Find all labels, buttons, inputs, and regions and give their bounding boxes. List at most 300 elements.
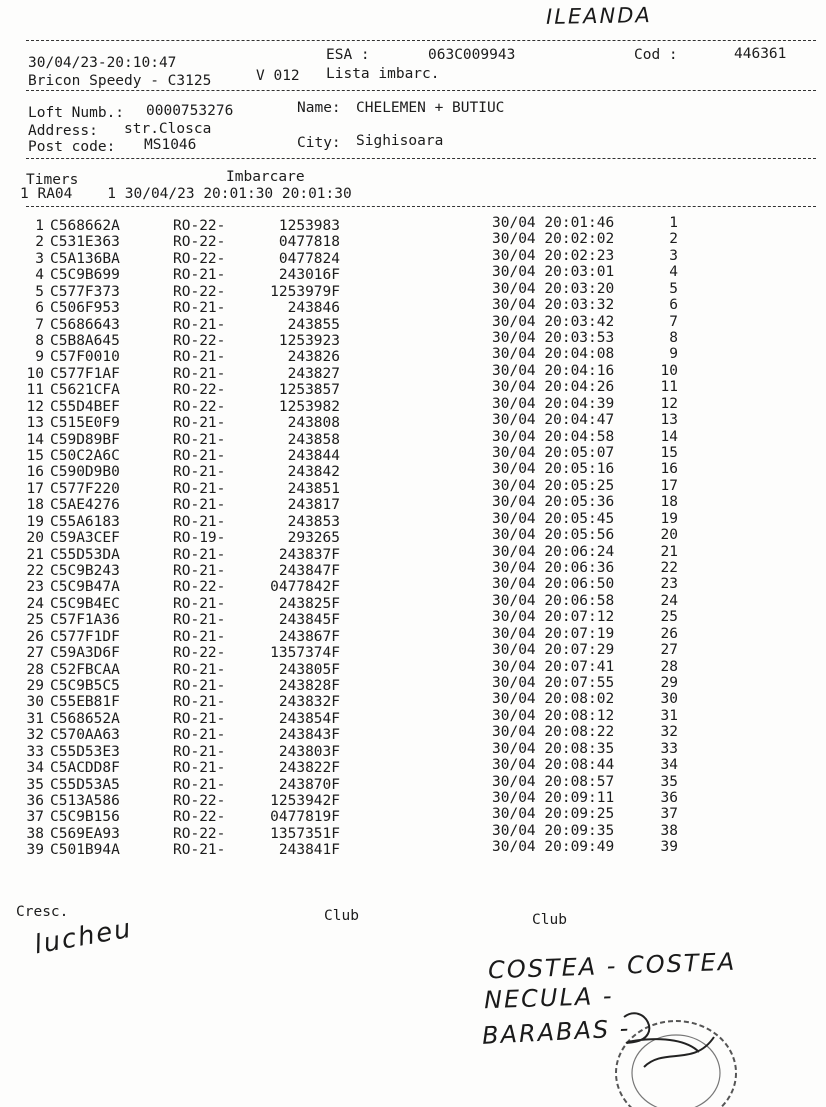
row-number: 36 xyxy=(26,793,44,809)
position-number: 20 xyxy=(660,527,678,543)
arrival-time: 30/04 20:09:25 xyxy=(492,806,615,822)
table-row xyxy=(0,461,826,480)
arrival-time: 30/04 20:03:01 xyxy=(492,264,615,280)
chip-id: C55A6183 xyxy=(50,514,120,530)
chip-id: C59A3D6F xyxy=(50,645,120,661)
ring-number: 1253923 xyxy=(278,333,340,349)
arrival-time: 30/04 20:08:22 xyxy=(492,724,615,740)
position-number: 10 xyxy=(660,363,678,379)
cresc-label: Cresc. xyxy=(16,904,69,920)
chip-id: C577F373 xyxy=(50,284,120,300)
position-number: 8 xyxy=(669,330,678,346)
arrival-time: 30/04 20:09:11 xyxy=(492,790,615,806)
ring-number: 1357351F xyxy=(270,826,340,842)
arrival-time: 30/04 20:07:29 xyxy=(492,642,615,658)
handwritten-top-note: ILEANDA xyxy=(545,3,652,29)
cresc-signature: lucheu xyxy=(32,913,135,961)
ring-country: RO-22- xyxy=(173,826,226,842)
table-row xyxy=(0,659,826,678)
table-row xyxy=(0,248,826,267)
position-number: 37 xyxy=(660,806,678,822)
timers-label: Timers xyxy=(26,172,79,188)
table-row xyxy=(0,839,826,858)
table-row xyxy=(0,379,826,398)
ring-number: 243822F xyxy=(278,760,340,776)
arrival-time: 30/04 20:06:24 xyxy=(492,544,615,560)
ring-country: RO-22- xyxy=(173,645,226,661)
ring-number: 243016F xyxy=(278,267,340,283)
name-label: Name: xyxy=(297,100,341,116)
divider xyxy=(26,206,816,207)
arrival-time: 30/04 20:05:07 xyxy=(492,445,615,461)
position-number: 7 xyxy=(669,314,678,330)
table-row xyxy=(0,774,826,793)
header-datetime: 30/04/23-20:10:47 xyxy=(28,55,177,71)
position-number: 29 xyxy=(660,675,678,691)
row-number: 35 xyxy=(26,777,44,793)
ring-country: RO-21- xyxy=(173,760,226,776)
row-number: 28 xyxy=(26,662,44,678)
arrival-time: 30/04 20:04:08 xyxy=(492,346,615,362)
ring-country: RO-22- xyxy=(173,234,226,250)
ring-country: RO-21- xyxy=(173,349,226,365)
club-signature-line: COSTEA - COSTEA xyxy=(487,947,737,985)
chip-id: C5621CFA xyxy=(50,382,120,398)
position-number: 35 xyxy=(660,774,678,790)
ring-country: RO-22- xyxy=(173,809,226,825)
chip-id: C55D53DA xyxy=(50,547,120,563)
ring-country: RO-21- xyxy=(173,596,226,612)
ring-number: 243858 xyxy=(287,432,340,448)
ring-country: RO-21- xyxy=(173,744,226,760)
arrival-time: 30/04 20:05:45 xyxy=(492,511,615,527)
table-row xyxy=(0,494,826,513)
ring-number: 243827 xyxy=(287,366,340,382)
table-row xyxy=(0,576,826,595)
club-label: Club xyxy=(532,912,567,928)
arrival-time: 30/04 20:05:36 xyxy=(492,494,615,510)
ring-country: RO-21- xyxy=(173,415,226,431)
row-number: 39 xyxy=(26,842,44,858)
table-row xyxy=(0,741,826,760)
chip-id: C568652A xyxy=(50,711,120,727)
table-row xyxy=(0,346,826,365)
position-number: 39 xyxy=(660,839,678,855)
position-number: 5 xyxy=(669,281,678,297)
ring-number: 0477824 xyxy=(278,251,340,267)
ring-country: RO-21- xyxy=(173,711,226,727)
ring-number: 243845F xyxy=(278,612,340,628)
ring-number: 243803F xyxy=(278,744,340,760)
position-number: 11 xyxy=(660,379,678,395)
row-number: 9 xyxy=(35,349,44,365)
ring-number: 0477842F xyxy=(270,579,340,595)
table-row xyxy=(0,429,826,448)
position-number: 13 xyxy=(660,412,678,428)
chip-id: C5C9B4EC xyxy=(50,596,120,612)
row-number: 25 xyxy=(26,612,44,628)
position-number: 36 xyxy=(660,790,678,806)
stamp-ring xyxy=(616,1021,736,1107)
row-number: 5 xyxy=(35,284,44,300)
loft-value: 0000753276 xyxy=(146,103,234,119)
row-number: 7 xyxy=(35,317,44,333)
ring-number: 243837F xyxy=(278,547,340,563)
ring-country: RO-21- xyxy=(173,547,226,563)
arrival-time: 30/04 20:04:58 xyxy=(492,429,615,445)
chip-id: C55EB81F xyxy=(50,694,120,710)
ring-country: RO-22- xyxy=(173,333,226,349)
arrival-time: 30/04 20:07:12 xyxy=(492,609,615,625)
row-number: 2 xyxy=(35,234,44,250)
row-number: 13 xyxy=(26,415,44,431)
arrival-time: 30/04 20:05:16 xyxy=(492,461,615,477)
ring-number: 1357374F xyxy=(270,645,340,661)
ring-country: RO-21- xyxy=(173,300,226,316)
row-number: 24 xyxy=(26,596,44,612)
chip-id: C59D89BF xyxy=(50,432,120,448)
position-number: 33 xyxy=(660,741,678,757)
table-row xyxy=(0,757,826,776)
ring-country: RO-21- xyxy=(173,497,226,513)
table-row xyxy=(0,642,826,661)
table-row xyxy=(0,445,826,464)
timer-line: 1 RA04 1 30/04/23 20:01:30 20:01:30 xyxy=(20,186,352,202)
chip-id: C569EA93 xyxy=(50,826,120,842)
ring-number: 243843F xyxy=(278,727,340,743)
arrival-time: 30/04 20:08:02 xyxy=(492,691,615,707)
table-row xyxy=(0,609,826,628)
row-number: 17 xyxy=(26,481,44,497)
city-label: City: xyxy=(297,135,341,151)
row-number: 37 xyxy=(26,809,44,825)
table-row xyxy=(0,675,826,694)
club-label: Club xyxy=(324,908,359,924)
chip-id: C5C9B5C5 xyxy=(50,678,120,694)
arrival-time: 30/04 20:07:41 xyxy=(492,659,615,675)
position-number: 32 xyxy=(660,724,678,740)
ring-number: 1253983 xyxy=(278,218,340,234)
position-number: 34 xyxy=(660,757,678,773)
arrival-time: 30/04 20:06:36 xyxy=(492,560,615,576)
ring-country: RO-21- xyxy=(173,432,226,448)
ring-number: 243854F xyxy=(278,711,340,727)
row-number: 19 xyxy=(26,514,44,530)
row-number: 30 xyxy=(26,694,44,710)
row-number: 29 xyxy=(26,678,44,694)
ring-country: RO-21- xyxy=(173,267,226,283)
chip-id: C50C2A6C xyxy=(50,448,120,464)
divider xyxy=(26,90,816,91)
table-row xyxy=(0,527,826,546)
position-number: 23 xyxy=(660,576,678,592)
row-number: 18 xyxy=(26,497,44,513)
position-number: 14 xyxy=(660,429,678,445)
device-name: Bricon Speedy - C3125 xyxy=(28,73,212,89)
row-number: 20 xyxy=(26,530,44,546)
name-value: CHELEMEN + BUTIUC xyxy=(356,100,505,116)
chip-id: C57F1A36 xyxy=(50,612,120,628)
ring-country: RO-21- xyxy=(173,694,226,710)
ring-number: 243846 xyxy=(287,300,340,316)
chip-id: C55D53E3 xyxy=(50,744,120,760)
ring-number: 243870F xyxy=(278,777,340,793)
arrival-time: 30/04 20:03:20 xyxy=(492,281,615,297)
table-row xyxy=(0,297,826,316)
club-stamp xyxy=(604,997,744,1107)
club-signature-line: NECULA - xyxy=(483,981,614,1015)
arrival-time: 30/04 20:05:25 xyxy=(492,478,615,494)
row-number: 15 xyxy=(26,448,44,464)
position-number: 22 xyxy=(660,560,678,576)
address-label: Address: xyxy=(28,123,98,139)
row-number: 10 xyxy=(26,366,44,382)
ring-number: 243817 xyxy=(287,497,340,513)
chip-id: C5A136BA xyxy=(50,251,120,267)
ring-number: 1253942F xyxy=(270,793,340,809)
table-row xyxy=(0,412,826,431)
position-number: 17 xyxy=(660,478,678,494)
chip-id: C506F953 xyxy=(50,300,120,316)
row-number: 12 xyxy=(26,399,44,415)
position-number: 19 xyxy=(660,511,678,527)
chip-id: C515E0F9 xyxy=(50,415,120,431)
ring-number: 243867F xyxy=(278,629,340,645)
row-number: 8 xyxy=(35,333,44,349)
row-number: 4 xyxy=(35,267,44,283)
arrival-time: 30/04 20:05:56 xyxy=(492,527,615,543)
firmware-version: V 012 xyxy=(256,68,300,84)
chip-id: C513A586 xyxy=(50,793,120,809)
table-row xyxy=(0,478,826,497)
ring-country: RO-21- xyxy=(173,612,226,628)
ring-number: 0477818 xyxy=(278,234,340,250)
ring-country: RO-19- xyxy=(173,530,226,546)
row-number: 34 xyxy=(26,760,44,776)
divider xyxy=(26,40,816,41)
arrival-time: 30/04 20:04:39 xyxy=(492,396,615,412)
chip-id: C5C9B699 xyxy=(50,267,120,283)
ring-country: RO-21- xyxy=(173,514,226,530)
ring-country: RO-21- xyxy=(173,317,226,333)
ring-country: RO-22- xyxy=(173,251,226,267)
ring-number: 243847F xyxy=(278,563,340,579)
position-number: 38 xyxy=(660,823,678,839)
position-number: 16 xyxy=(660,461,678,477)
table-row xyxy=(0,396,826,415)
chip-id: C5C9B156 xyxy=(50,809,120,825)
ring-number: 1253982 xyxy=(278,399,340,415)
ring-country: RO-21- xyxy=(173,481,226,497)
chip-id: C55D53A5 xyxy=(50,777,120,793)
table-row xyxy=(0,626,826,645)
table-row xyxy=(0,724,826,743)
position-number: 24 xyxy=(660,593,678,609)
arrival-time: 30/04 20:04:47 xyxy=(492,412,615,428)
chip-id: C577F220 xyxy=(50,481,120,497)
table-row xyxy=(0,281,826,300)
ring-number: 0477819F xyxy=(270,809,340,825)
arrival-time: 30/04 20:08:35 xyxy=(492,741,615,757)
table-row xyxy=(0,691,826,710)
arrival-time: 30/04 20:09:35 xyxy=(492,823,615,839)
position-number: 6 xyxy=(669,297,678,313)
cod-label: Cod : xyxy=(634,47,678,63)
row-number: 38 xyxy=(26,826,44,842)
ring-country: RO-21- xyxy=(173,727,226,743)
position-number: 1 xyxy=(669,215,678,231)
table-row xyxy=(0,231,826,250)
document-title: Lista imbarc. xyxy=(326,66,440,82)
row-number: 32 xyxy=(26,727,44,743)
position-number: 30 xyxy=(660,691,678,707)
table-row xyxy=(0,790,826,809)
ring-number: 243853 xyxy=(287,514,340,530)
position-number: 21 xyxy=(660,544,678,560)
postcode-value: MS1046 xyxy=(144,137,197,153)
position-number: 4 xyxy=(669,264,678,280)
row-number: 21 xyxy=(26,547,44,563)
ring-number: 243844 xyxy=(287,448,340,464)
position-number: 3 xyxy=(669,248,678,264)
arrival-time: 30/04 20:09:49 xyxy=(492,839,615,855)
ring-country: RO-21- xyxy=(173,629,226,645)
esa-value: 063C009943 xyxy=(428,47,516,63)
ring-country: RO-22- xyxy=(173,218,226,234)
chip-id: C590D9B0 xyxy=(50,464,120,480)
position-number: 12 xyxy=(660,396,678,412)
arrival-time: 30/04 20:03:53 xyxy=(492,330,615,346)
arrival-time: 30/04 20:06:50 xyxy=(492,576,615,592)
row-number: 26 xyxy=(26,629,44,645)
chip-id: C57F0010 xyxy=(50,349,120,365)
chip-id: C5AE4276 xyxy=(50,497,120,513)
ring-number: 243832F xyxy=(278,694,340,710)
table-row xyxy=(0,314,826,333)
arrival-time: 30/04 20:02:23 xyxy=(492,248,615,264)
position-number: 26 xyxy=(660,626,678,642)
row-number: 33 xyxy=(26,744,44,760)
position-number: 27 xyxy=(660,642,678,658)
arrival-time: 30/04 20:04:26 xyxy=(492,379,615,395)
chip-id: C5C9B47A xyxy=(50,579,120,595)
arrival-time: 30/04 20:07:19 xyxy=(492,626,615,642)
ring-number: 243805F xyxy=(278,662,340,678)
table-row xyxy=(0,806,826,825)
imbarcare-label: Imbarcare xyxy=(226,169,305,185)
row-number: 14 xyxy=(26,432,44,448)
cod-value: 446361 xyxy=(734,46,787,62)
position-number: 28 xyxy=(660,659,678,675)
ring-country: RO-21- xyxy=(173,464,226,480)
ring-number: 293265 xyxy=(287,530,340,546)
table-row xyxy=(0,823,826,842)
ring-number: 243808 xyxy=(287,415,340,431)
ring-country: RO-21- xyxy=(173,777,226,793)
loft-label: Loft Numb.: xyxy=(28,105,125,121)
chip-id: C501B94A xyxy=(50,842,120,858)
ring-country: RO-22- xyxy=(173,793,226,809)
arrival-time: 30/04 20:02:02 xyxy=(492,231,615,247)
ring-country: RO-22- xyxy=(173,399,226,415)
row-number: 27 xyxy=(26,645,44,661)
arrival-time: 30/04 20:03:32 xyxy=(492,297,615,313)
row-number: 3 xyxy=(35,251,44,267)
ring-number: 243826 xyxy=(287,349,340,365)
ring-number: 1253979F xyxy=(270,284,340,300)
ring-number: 243842 xyxy=(287,464,340,480)
chip-id: C568662A xyxy=(50,218,120,234)
address-value: str.Closca xyxy=(124,121,212,137)
row-number: 23 xyxy=(26,579,44,595)
table-row xyxy=(0,330,826,349)
table-row xyxy=(0,511,826,530)
row-number: 11 xyxy=(26,382,44,398)
position-number: 15 xyxy=(660,445,678,461)
row-number: 31 xyxy=(26,711,44,727)
ring-country: RO-21- xyxy=(173,448,226,464)
ring-country: RO-21- xyxy=(173,842,226,858)
arrival-time: 30/04 20:03:42 xyxy=(492,314,615,330)
divider xyxy=(26,158,816,159)
ring-country: RO-22- xyxy=(173,579,226,595)
arrival-time: 30/04 20:01:46 xyxy=(492,215,615,231)
position-number: 18 xyxy=(660,494,678,510)
arrival-time: 30/04 20:08:44 xyxy=(492,757,615,773)
chip-id: C577F1DF xyxy=(50,629,120,645)
ring-number: 243841F xyxy=(278,842,340,858)
ring-country: RO-21- xyxy=(173,563,226,579)
arrival-time: 30/04 20:07:55 xyxy=(492,675,615,691)
table-row xyxy=(0,708,826,727)
postcode-label: Post code: xyxy=(28,139,116,155)
row-number: 1 xyxy=(35,218,44,234)
ring-number: 243855 xyxy=(287,317,340,333)
chip-id: C52FBCAA xyxy=(50,662,120,678)
arrival-time: 30/04 20:04:16 xyxy=(492,363,615,379)
chip-id: C570AA63 xyxy=(50,727,120,743)
row-number: 22 xyxy=(26,563,44,579)
chip-id: C5686643 xyxy=(50,317,120,333)
ring-country: RO-21- xyxy=(173,366,226,382)
arrival-time: 30/04 20:06:58 xyxy=(492,593,615,609)
position-number: 9 xyxy=(669,346,678,362)
ring-number: 243825F xyxy=(278,596,340,612)
chip-id: C5B8A645 xyxy=(50,333,120,349)
table-row xyxy=(0,215,826,234)
chip-id: C5ACDD8F xyxy=(50,760,120,776)
table-row xyxy=(0,363,826,382)
club-signature-line: BARABAS - xyxy=(481,1014,632,1050)
ring-country: RO-22- xyxy=(173,284,226,300)
chip-id: C59A3CEF xyxy=(50,530,120,546)
ring-country: RO-21- xyxy=(173,678,226,694)
position-number: 25 xyxy=(660,609,678,625)
table-row xyxy=(0,560,826,579)
table-row xyxy=(0,544,826,563)
ring-number: 243828F xyxy=(278,678,340,694)
table-row xyxy=(0,593,826,612)
position-number: 2 xyxy=(669,231,678,247)
city-value: Sighisoara xyxy=(356,133,444,149)
ring-number: 1253857 xyxy=(278,382,340,398)
chip-id: C577F1AF xyxy=(50,366,120,382)
chip-id: C531E363 xyxy=(50,234,120,250)
table-row xyxy=(0,264,826,283)
row-number: 16 xyxy=(26,464,44,480)
ring-country: RO-21- xyxy=(173,662,226,678)
ring-country: RO-22- xyxy=(173,382,226,398)
